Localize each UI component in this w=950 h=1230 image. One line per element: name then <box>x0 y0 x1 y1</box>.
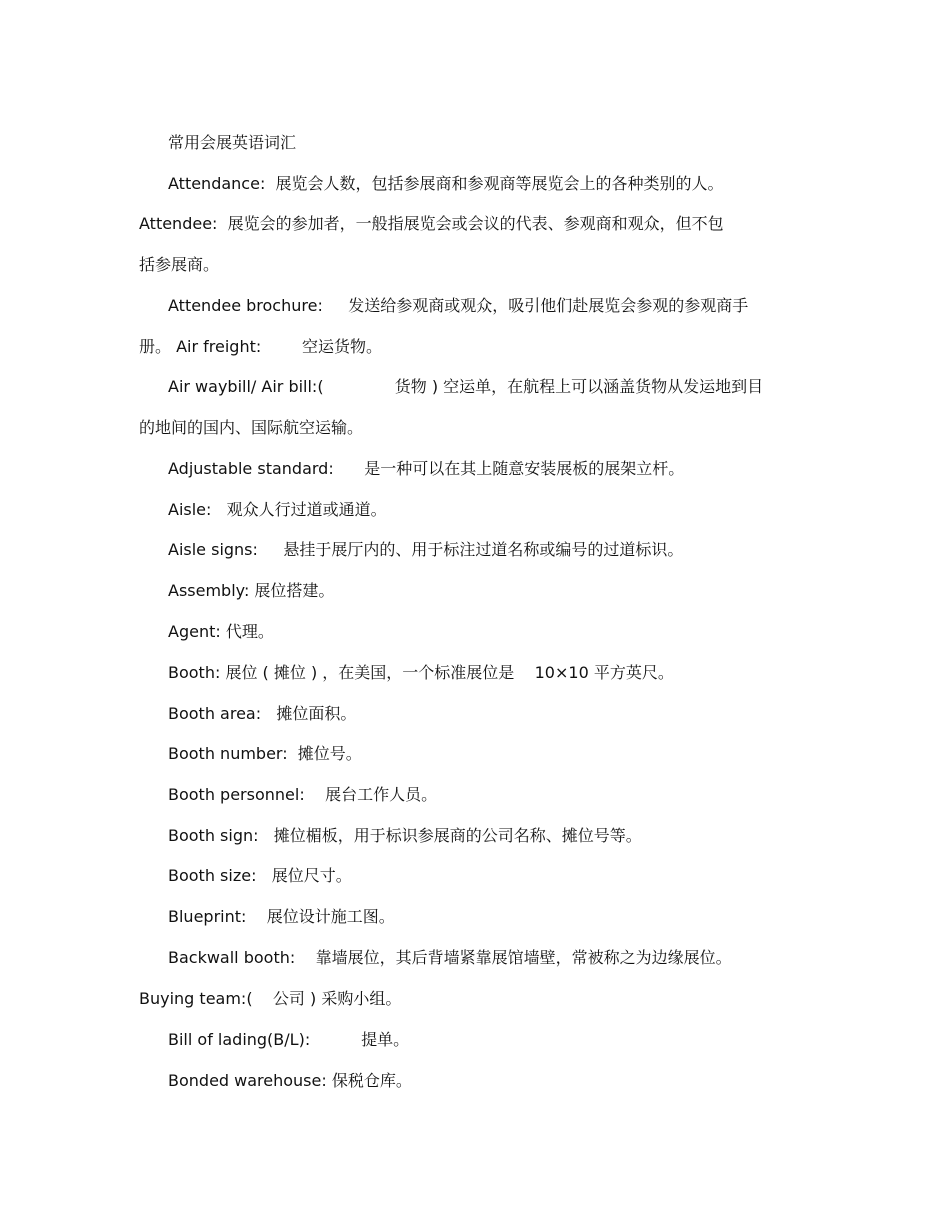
text-line: Adjustable standard: 是一种可以在其上随意安装展板的展架立杆。 <box>168 459 685 478</box>
text-line: Agent: 代理。 <box>168 622 274 641</box>
document-title: 常用会展英语词汇 <box>168 133 297 152</box>
text-line: 的地间的国内、国际航空运输。 <box>139 418 364 437</box>
text-line: Air waybill/ Air bill:( 货物 ) 空运单，在航程上可以涵盖货物从发运地到目 <box>168 377 764 396</box>
text-line: Bonded warehouse: 保税仓库。 <box>168 1071 412 1090</box>
text-line: Booth: 展位 ( 摊位 ) ，在美国，一个标准展位是 10×10 平方英尺。 <box>168 663 674 682</box>
text-line: Attendance: 展览会人数，包括参展商和参观商等展览会上的各种类别的人。 <box>168 174 724 193</box>
text-line: Aisle signs: 悬挂于展厅内的、用于标注过道名称或编号的过道标识。 <box>168 540 684 559</box>
text-line: Booth number: 摊位号。 <box>168 744 362 763</box>
text-line: Attendee brochure: 发送给参观商或观众，吸引他们赴展览会参观的参观商手 <box>168 296 749 315</box>
text-line: Booth personnel: 展台工作人员。 <box>168 785 438 804</box>
text-line: Booth area: 摊位面积。 <box>168 704 357 723</box>
text-line: Assembly: 展位搭建。 <box>168 581 335 600</box>
text-line: Aisle: 观众人行过道或通道。 <box>168 500 387 519</box>
text-line: 册。 Air freight: 空运货物。 <box>139 337 382 356</box>
text-line: 括参展商。 <box>139 255 220 274</box>
text-line: Blueprint: 展位设计施工图。 <box>168 907 395 926</box>
text-line: Buying team:( 公司 ) 采购小组。 <box>139 989 402 1008</box>
text-line: Attendee: 展览会的参加者，一般指展览会或会议的代表、参观商和观众，但不包 <box>139 214 724 233</box>
text-line: Booth size: 展位尺寸。 <box>168 866 352 885</box>
text-line: Booth sign: 摊位楣板，用于标识参展商的公司名称、摊位号等。 <box>168 826 642 845</box>
text-line: Bill of lading(B/L): 提单。 <box>168 1030 410 1049</box>
text-line: Backwall booth: 靠墙展位，其后背墙紧靠展馆墙壁，常被称之为边缘展位。 <box>168 948 732 967</box>
